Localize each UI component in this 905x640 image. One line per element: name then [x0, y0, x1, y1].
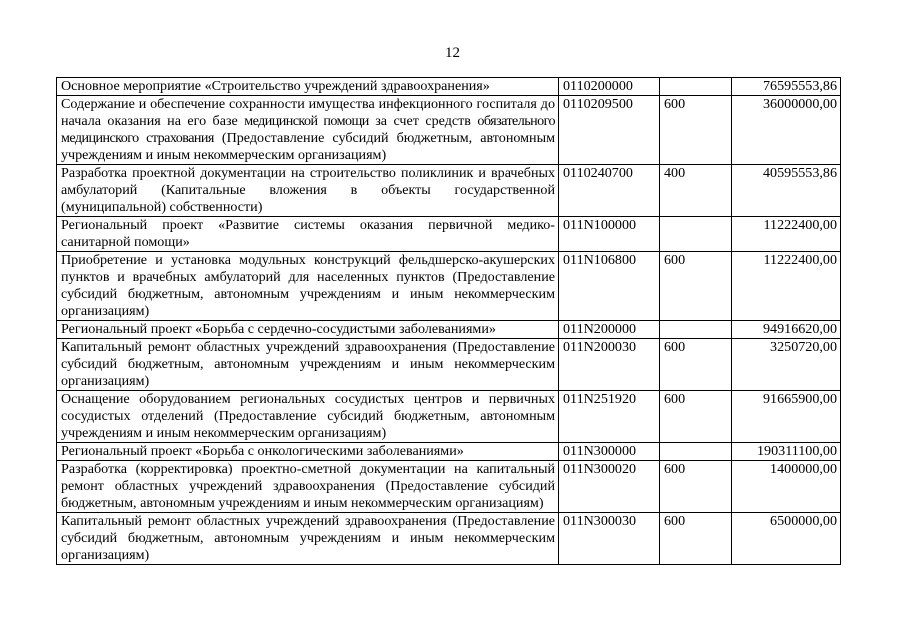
table-row: [57, 443, 841, 461]
row-name: Основное мероприятие «Строительство учреждений здравоохранения»: [57, 78, 559, 96]
row-name: [57, 96, 559, 165]
row-name-part: (Предоставление субсидий бюджетным, автономным учреждениям и иным некоммерческим организациям): [61, 130, 555, 163]
row-name-part: Содержание и обеспечение сохранности имущества инфекционного госпиталя до начала оказания на его базе: [61, 96, 555, 129]
row-code: 0110200000: [559, 78, 660, 96]
row-code: 0110240700: [559, 165, 660, 217]
row-vr: 600: [660, 461, 732, 513]
table-row: [57, 96, 841, 165]
row-vr: 400: [660, 165, 732, 217]
table-row: [57, 391, 841, 443]
row-code: 011N251920: [559, 391, 660, 443]
row-sum: 1400000,00: [732, 461, 841, 513]
row-sum: 91665900,00: [732, 391, 841, 443]
row-sum: 11222400,00: [732, 217, 841, 252]
row-code: 011N106800: [559, 252, 660, 321]
row-name-part: обязательного медицинского страхования: [61, 113, 555, 146]
table-row: [57, 252, 841, 321]
row-vr: [660, 443, 732, 461]
row-name: Региональный проект «Борьба с онкологическими заболеваниями»: [57, 443, 559, 461]
row-sum: 76595553,86: [732, 78, 841, 96]
row-sum: 40595553,86: [732, 165, 841, 217]
row-code: 011N100000: [559, 217, 660, 252]
row-name: Разработка (корректировка) проектно-сметной документации на капитальный ремонт областных учреждений здравоохранения (Предоставление субсидий бюджетным, автономным учреждениям и иным некоммерческим организациям): [57, 461, 559, 513]
row-code: 011N300020: [559, 461, 660, 513]
table-row: [57, 78, 841, 96]
row-vr: 600: [660, 391, 732, 443]
table-row: [57, 165, 841, 217]
row-name: Разработка проектной документации на строительство поликлиник и врачебных амбулаторий (Капитальные вложения в объекты государственной (муниципальной) собственности): [57, 165, 559, 217]
row-vr: [660, 217, 732, 252]
row-vr: 600: [660, 339, 732, 391]
row-name: Региональный проект «Развитие системы оказания первичной медико-санитарной помощи»: [57, 217, 559, 252]
row-name-part: за счет средств: [368, 113, 478, 129]
row-code: 011N200000: [559, 321, 660, 339]
row-sum: 94916620,00: [732, 321, 841, 339]
row-vr: 600: [660, 513, 732, 565]
row-name: Региональный проект «Борьба с сердечно-сосудистыми заболеваниями»: [57, 321, 559, 339]
row-name-part: медицинской помощи: [244, 113, 369, 129]
row-name: Приобретение и установка модульных конструкций фельдшерско-акушерских пунктов и врачебных амбулаторий для населенных пунктов (Предоставление субсидий бюджетным, автономным учреждениям и иным некоммерческим организациям): [57, 252, 559, 321]
row-sum: 36000000,00: [732, 96, 841, 165]
row-code: 011N200030: [559, 339, 660, 391]
row-code: 0110209500: [559, 96, 660, 165]
row-name: Капитальный ремонт областных учреждений здравоохранения (Предоставление субсидий бюджетным, автономным учреждениям и иным некоммерческим организациям): [57, 339, 559, 391]
table-row: [57, 339, 841, 391]
row-vr: 600: [660, 96, 732, 165]
row-sum: 6500000,00: [732, 513, 841, 565]
row-name: Капитальный ремонт областных учреждений здравоохранения (Предоставление субсидий бюджетным, автономным учреждениям и иным некоммерческим организациям): [57, 513, 559, 565]
table-row: [57, 461, 841, 513]
row-code: 011N300000: [559, 443, 660, 461]
table-row: [57, 321, 841, 339]
table-row: [57, 513, 841, 565]
row-vr: [660, 78, 732, 96]
budget-table: [56, 77, 841, 565]
row-vr: [660, 321, 732, 339]
table-row: [57, 217, 841, 252]
row-code: 011N300030: [559, 513, 660, 565]
page-number: 12: [445, 45, 460, 61]
row-name: Оснащение оборудованием региональных сосудистых центров и первичных сосудистых отделений (Предоставление субсидий бюджетным, автономным учреждениям и иным некоммерческим организациям): [57, 391, 559, 443]
row-sum: 190311100,00: [732, 443, 841, 461]
row-sum: 3250720,00: [732, 339, 841, 391]
row-sum: 11222400,00: [732, 252, 841, 321]
row-vr: 600: [660, 252, 732, 321]
